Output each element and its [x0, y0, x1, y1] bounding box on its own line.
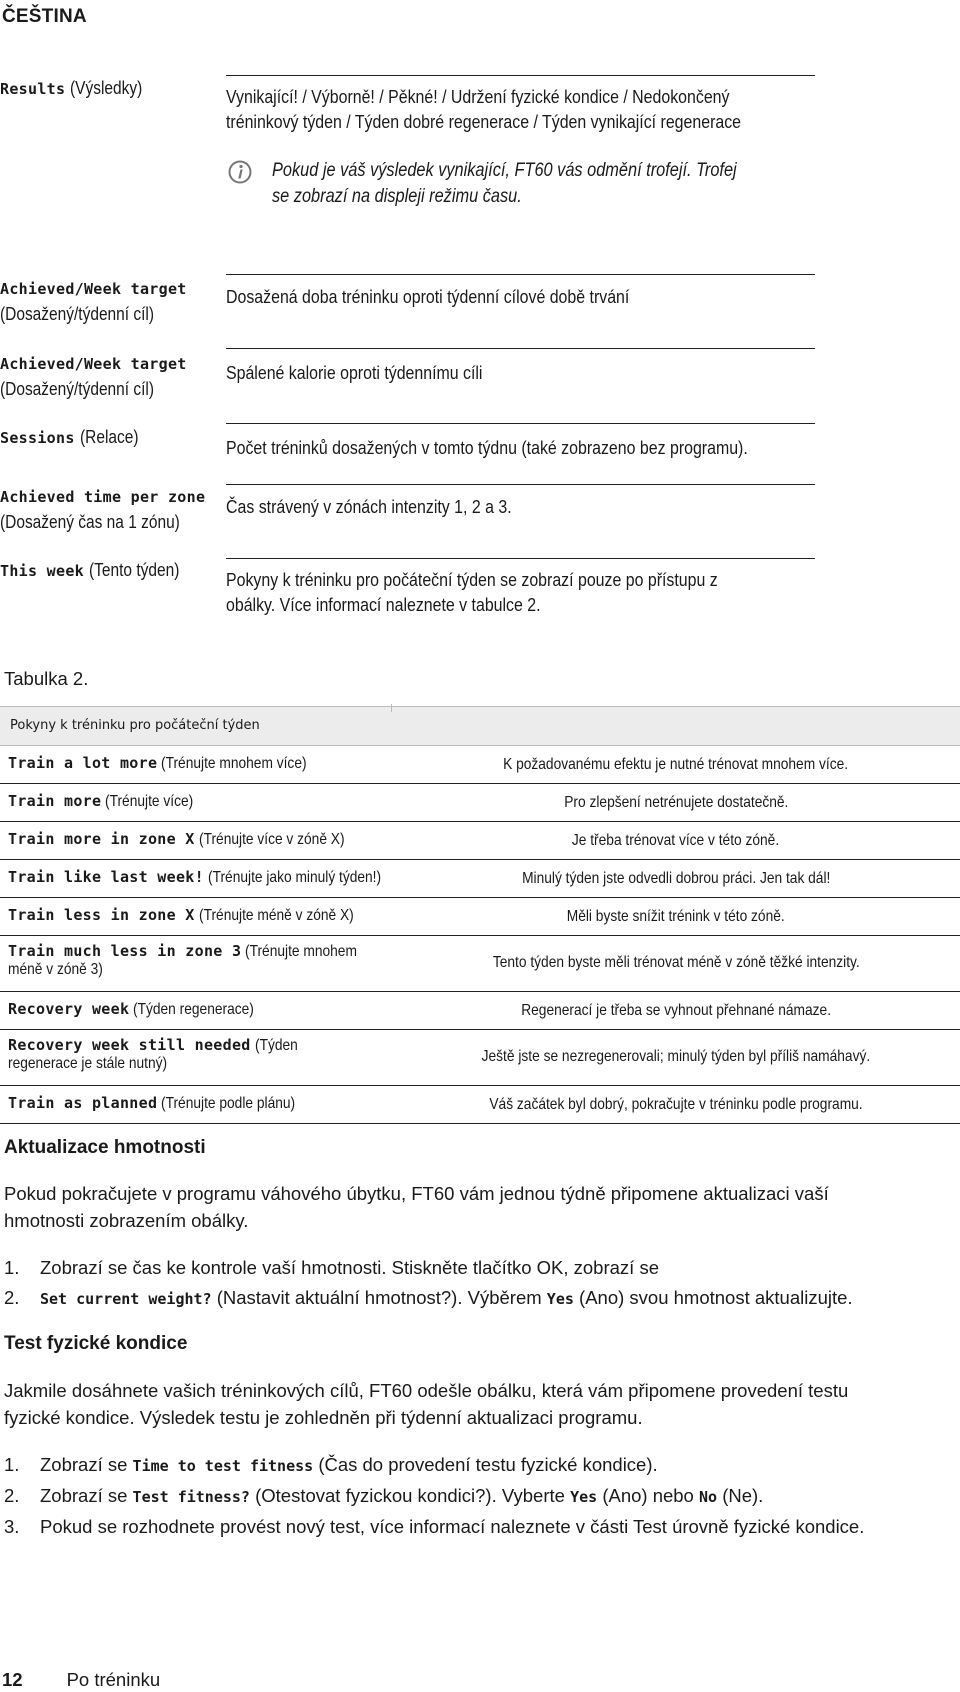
fitness-step-1: [4, 1450, 954, 1481]
table-cell-term: [8, 868, 409, 887]
table-cell-term: [8, 1094, 317, 1113]
step-text: Zobrazí se: [40, 1485, 128, 1506]
table-term-lcd: Train less in zone X: [8, 906, 195, 924]
fitness-step-3: [4, 1512, 954, 1542]
fitness-paragraph: [4, 1377, 954, 1431]
results-label-text: (Výsledky): [70, 78, 143, 98]
weight-step-1: [4, 1253, 954, 1283]
table-term-label-line2: regenerace je stále nutný): [8, 1055, 168, 1072]
table-term-label: (Trénujte více v zóně X): [198, 831, 345, 848]
row-rule: [226, 274, 815, 275]
summary-text: [226, 360, 866, 385]
summary-label: [0, 352, 187, 402]
step-text: (Ano) svou hmotnost aktualizujte.: [579, 1287, 853, 1308]
weight-paragraph-line2: hmotnosti zobrazením obálky.: [4, 1210, 249, 1231]
summary-label-text: (Dosažený/týdenní cíl): [0, 379, 155, 399]
summary-label-text: (Tento týden): [89, 560, 180, 580]
table-header-divider: [391, 704, 392, 712]
table-term-lcd: Train a lot more: [8, 754, 158, 772]
table-row: [0, 860, 960, 898]
summary-label: [0, 485, 209, 535]
table-cell-term: [8, 1000, 274, 1019]
table-desc-text: Je třeba trénovat více v této zóně.: [572, 832, 780, 849]
summary-lcd: This week: [0, 562, 84, 580]
table-cell-desc: [392, 954, 960, 972]
table-desc-text: K požadovanému efektu je nutné trénovat mnohem více.: [503, 756, 849, 773]
row-rule: [226, 348, 815, 349]
table-cell-desc: [392, 1048, 960, 1066]
summary-lcd: Sessions: [0, 429, 75, 447]
weight-section-title: Aktualizace hmotnosti: [4, 1137, 206, 1158]
page-footer: [2, 1669, 160, 1691]
table-term-label: (Trénujte méně v zóně X): [198, 907, 354, 924]
table-row: [0, 746, 960, 784]
table-cell-desc: [392, 832, 960, 850]
summary-text: [226, 567, 866, 617]
table-term-lcd: Train as planned: [8, 1094, 158, 1112]
summary-label-text: (Dosažený čas na 1 zónu): [0, 512, 180, 532]
weight-paragraph-line1: Pokud pokračujete v programu váhového úbytku, FT60 vám jednou týdně připomene aktualizaci vaší: [4, 1183, 829, 1204]
summary-lcd: Achieved time per zone: [0, 488, 206, 506]
results-text: [226, 84, 866, 134]
table-cell-term: [8, 906, 379, 925]
step-text: Zobrazí se čas ke kontrole vaší hmotnosti. Stiskněte tlačítko OK, zobrazí se: [40, 1257, 659, 1278]
summary-lcd: Achieved/Week target: [0, 280, 187, 298]
table-cell-term: [8, 1036, 305, 1073]
step-number: 3.: [4, 1516, 20, 1537]
fitness-paragraph-line2: fyzické kondice. Výsledek testu je zohledněn při týdenní aktualizaci programu.: [4, 1407, 643, 1428]
step-lcd-yes: Yes: [546, 1290, 574, 1308]
step-number: 1.: [4, 1257, 20, 1278]
page-number: 12: [2, 1669, 23, 1690]
weight-steps: [4, 1253, 954, 1314]
table-term-lcd: Recovery week still needed: [8, 1036, 251, 1054]
step-text: (Ne).: [722, 1485, 764, 1506]
summary-text-value: Spálené kalorie oproti týdennímu cíli: [226, 362, 483, 383]
language-header: ČEŠTINA: [2, 6, 87, 27]
table-cell-desc: [392, 1002, 960, 1020]
summary-text: [226, 494, 866, 519]
step-text: Pokud se rozhodnete provést nový test, více informací naleznete v části Test úrovně fyzické kondice.: [40, 1516, 865, 1537]
table-desc-text: Tento týden byste měli trénovat méně v zóně těžké intenzity.: [492, 954, 860, 971]
table-term-label: (Trénujte mnohem: [245, 943, 358, 960]
fitness-steps: [4, 1450, 954, 1542]
summary-text-value: Dosažená doba tréninku oproti týdenní cílové době trvání: [226, 286, 630, 307]
results-lcd: Results: [0, 80, 66, 98]
table-cell-desc: [392, 756, 960, 774]
table-header-text: Pokyny k tréninku pro počáteční týden: [10, 718, 260, 733]
table-cell-desc: [392, 870, 960, 888]
table-term-lcd: Train more in zone X: [8, 830, 195, 848]
row-rule: [226, 558, 815, 559]
table-row: [0, 784, 960, 822]
weight-step-2: [4, 1283, 954, 1314]
table-cell-term: [8, 942, 376, 979]
table-row: [0, 1086, 960, 1124]
fitness-section-title: Test fyzické kondice: [4, 1333, 188, 1354]
table-term-label: (Trénujte více): [105, 793, 194, 810]
table-term-lcd: Train much less in zone 3: [8, 942, 242, 960]
table-desc-text: Ještě jste se nezregenerovali; minulý týden byl příliš namáhavý.: [481, 1048, 871, 1065]
table-term-label: (Trénujte mnohem více): [161, 755, 308, 772]
step-text: Zobrazí se: [40, 1454, 128, 1475]
table-desc-text: Pro zlepšení netrénujete dostatečně.: [563, 794, 789, 811]
row-rule: [226, 423, 815, 424]
table-caption: Tabulka 2.: [4, 668, 89, 689]
table-cell-desc: [392, 1096, 960, 1114]
info-note-line1: Pokud je váš výsledek vynikající, FT60 vás odmění trofejí. Trofej: [272, 160, 737, 181]
table-term-label: (Trénujte jako minulý týden!): [208, 869, 382, 886]
summary-label-text: (Dosažený/týdenní cíl): [0, 304, 155, 324]
summary-lcd: Achieved/Week target: [0, 355, 187, 373]
table-term-label: (Týden regenerace): [133, 1001, 255, 1018]
step-number: 2.: [4, 1287, 20, 1308]
step-lcd: Set current weight?: [40, 1290, 212, 1308]
footer-section: Po tréninku: [66, 1669, 161, 1690]
table-term-label: (Trénujte podle plánu): [161, 1095, 296, 1112]
table-row: [0, 1030, 960, 1086]
table-desc-text: Váš začátek byl dobrý, pokračujte v tréninku podle programu.: [489, 1096, 863, 1113]
row-rule: [226, 484, 815, 485]
table-header: [0, 706, 960, 746]
step-number: 1.: [4, 1454, 20, 1475]
table-cell-desc: [392, 794, 960, 812]
table-desc-text: Minulý týden jste odvedli dobrou práci. Jen tak dál!: [521, 870, 831, 887]
results-label: [0, 76, 154, 102]
summary-text-value: Počet tréninků dosažených v tomto týdnu (také zobrazeno bez programu).: [226, 437, 748, 458]
table-row: [0, 992, 960, 1030]
step-text: (Ano) nebo: [602, 1485, 694, 1506]
table-row: [0, 936, 960, 992]
step-lcd-no: No: [699, 1488, 718, 1506]
table-row: [0, 822, 960, 860]
table-desc-text: Regenerací je třeba se vyhnout přehnané námaze.: [521, 1002, 831, 1019]
table-term-label-line2: méně v zóně 3): [8, 961, 103, 978]
step-lcd: Test fitness?: [132, 1488, 250, 1506]
summary-text-line2: obálky. Více informací naleznete v tabulce 2.: [226, 594, 541, 615]
step-lcd-yes: Yes: [570, 1488, 598, 1506]
table-cell-term: [8, 754, 331, 773]
results-text-line1: Vynikající! / Výborně! / Pěkné! / Udržení fyzické kondice / Nedokončený: [226, 86, 730, 107]
summary-text-line1: Pokyny k tréninku pro počáteční týden se zobrazí pouze po přístupu z: [226, 569, 718, 590]
step-text: (Nastavit aktuální hmotnost?). Výběrem: [216, 1287, 542, 1308]
step-text: (Čas do provedení testu fyzické kondice).: [318, 1454, 658, 1475]
fitness-step-2: [4, 1481, 954, 1512]
table-cell-desc: [392, 908, 960, 926]
summary-label: [0, 425, 148, 451]
guidance-table: [0, 706, 960, 1124]
table-row: [0, 898, 960, 936]
summary-label: [0, 558, 194, 584]
table-desc-text: Měli byste snížit trénink v této zóně.: [567, 908, 785, 925]
weight-paragraph: [4, 1180, 954, 1234]
results-text-line2: tréninkový týden / Týden dobré regenerace / Týden vynikající regenerace: [226, 111, 742, 132]
info-note: [272, 158, 812, 210]
results-rule: [226, 75, 815, 76]
table-cell-term: [8, 792, 208, 811]
info-icon: [228, 160, 252, 184]
table-term-lcd: Recovery week: [8, 1000, 130, 1018]
step-lcd: Time to test fitness: [132, 1457, 314, 1475]
info-note-line2: se zobrazí na displeji režimu času.: [272, 186, 522, 207]
step-text: (Otestovat fyzickou kondici?). Vyberte: [255, 1485, 565, 1506]
fitness-paragraph-line1: Jakmile dosáhnete vašich tréninkových cílů, FT60 odešle obálku, která vám připomene provedení testu: [4, 1380, 849, 1401]
table-cell-term: [8, 830, 368, 849]
summary-text-value: Čas strávený v zónách intenzity 1, 2 a 3.: [226, 496, 512, 517]
summary-text: [226, 284, 866, 309]
table-term-lcd: Train like last week!: [8, 868, 204, 886]
summary-label: [0, 277, 187, 327]
table-term-label: (Týden: [254, 1037, 298, 1054]
summary-text: [226, 435, 866, 460]
step-number: 2.: [4, 1485, 20, 1506]
table-term-lcd: Train more: [8, 792, 102, 810]
summary-label-text: (Relace): [79, 427, 139, 447]
